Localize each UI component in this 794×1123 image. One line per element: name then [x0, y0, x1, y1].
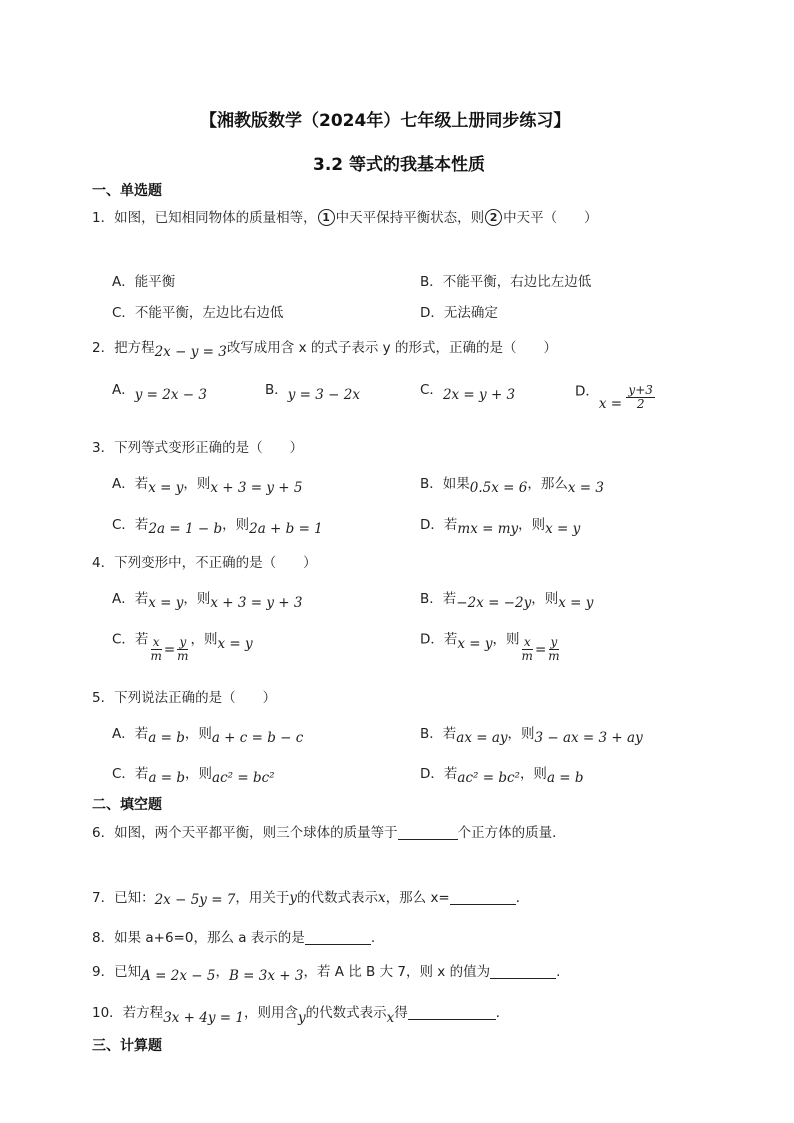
question-1-option-a[interactable]: A．能平衡 [112, 274, 176, 290]
page-subtitle: 3.2 等式的我基本性质 [313, 155, 486, 175]
question-9-stem: 9．已知A = 2x − 5，B = 3x + 3，若 A 比 B 大 7，则 x 的值为 . [92, 964, 561, 984]
question-5-stem: 5．下列说法正确的是（ ） [92, 690, 277, 706]
question-2-option-d[interactable]: D．x = $\frac{y+3}{2}$ [575, 383, 653, 412]
question-3-option-c[interactable]: C．若2a = 1 − b，则2a + b = 1 [112, 517, 323, 537]
answer-blank[interactable] [305, 930, 371, 945]
question-1-option-d[interactable]: D．无法确定 [420, 305, 498, 321]
question-6-stem: 6．如图，两个天平都平衡，则三个球体的质量等于 个正方体的质量． [92, 825, 566, 841]
question-2-option-b[interactable]: B．y = 3 − 2x [265, 382, 360, 403]
answer-blank[interactable] [398, 825, 458, 840]
page-title: 【湘教版数学（2024年）七年级上册同步练习】 [200, 111, 571, 131]
question-5-option-a[interactable]: A．若a = b，则a + c = b − c [112, 726, 304, 746]
circled-number-1: 1 [318, 209, 335, 226]
question-5-option-b[interactable]: B．若ax = ay，则3 − ax = 3 + ay [420, 726, 643, 746]
question-2-stem: 2．把方程2x − y = 3改写成用含 x 的式子表示 y 的形式，正确的是（ ） [92, 340, 557, 360]
question-4-option-a[interactable]: A．若x = y，则x + 3 = y + 3 [112, 591, 303, 611]
question-2-option-a[interactable]: A．y = 2x − 3 [112, 382, 207, 403]
answer-blank[interactable] [450, 890, 516, 905]
fraction: $\frac{y}{m}$ [548, 635, 560, 663]
circled-number-2: 2 [485, 209, 502, 226]
question-8-stem: 8．如果 a+6=0，那么 a 表示的是 . [92, 930, 376, 946]
question-1-stem: 1．如图，已知相同物体的质量相等， 1 中天平保持平衡状态，则 2 中天平（ ） [92, 210, 598, 226]
fraction: $\frac{x}{m}$ [150, 635, 162, 663]
fraction: $\frac{x}{m}$ [521, 635, 533, 663]
question-7-stem: 7．已知：2x − 5y = 7，用关于y的代数式表示x，那么 x= ． [92, 890, 530, 908]
question-3-option-b[interactable]: B．如果0.5x = 6，那么x = 3 [420, 476, 604, 496]
answer-blank[interactable] [490, 964, 556, 979]
question-4-stem: 4．下列变形中，不正确的是（ ） [92, 555, 317, 571]
question-3-option-a[interactable]: A．若x = y，则x + 3 = y + 5 [112, 476, 303, 496]
question-1-option-c[interactable]: C．不能平衡，左边比右边低 [112, 305, 284, 321]
section-heading-fill-blank: 二、填空题 [92, 797, 162, 813]
equation: 2x − y = 3 [154, 344, 227, 360]
section-heading-single-choice: 一、单选题 [92, 183, 162, 199]
fraction: $\frac{y}{m}$ [177, 635, 189, 663]
answer-blank[interactable] [408, 1005, 496, 1020]
fraction: $\frac{y+3}{2}$ [628, 383, 653, 411]
section-heading-calculation: 三、计算题 [92, 1038, 162, 1054]
question-3-stem: 3．下列等式变形正确的是（ ） [92, 440, 304, 456]
question-2-option-c[interactable]: C．2x = y + 3 [420, 382, 516, 403]
question-4-option-d[interactable]: D．若x = y，则 $\frac{x}{m}$ = $\frac{y}{m}$ [420, 631, 560, 663]
question-10-stem: 10．若方程3x + 4y = 1，则用含y的代数式表示x得 ． [92, 1005, 510, 1026]
question-5-option-c[interactable]: C．若a = b，则ac² = bc² [112, 766, 275, 786]
question-3-option-d[interactable]: D．若mx = my，则x = y [420, 517, 581, 537]
question-4-option-c[interactable]: C．若 $\frac{x}{m}$ = $\frac{y}{m}$ ，则x = y [112, 631, 253, 663]
question-4-option-b[interactable]: B．若−2x = −2y，则x = y [420, 591, 594, 611]
question-1-option-b[interactable]: B．不能平衡，右边比左边低 [420, 274, 592, 290]
question-5-option-d[interactable]: D．若ac² = bc²，则a = b [420, 766, 584, 786]
